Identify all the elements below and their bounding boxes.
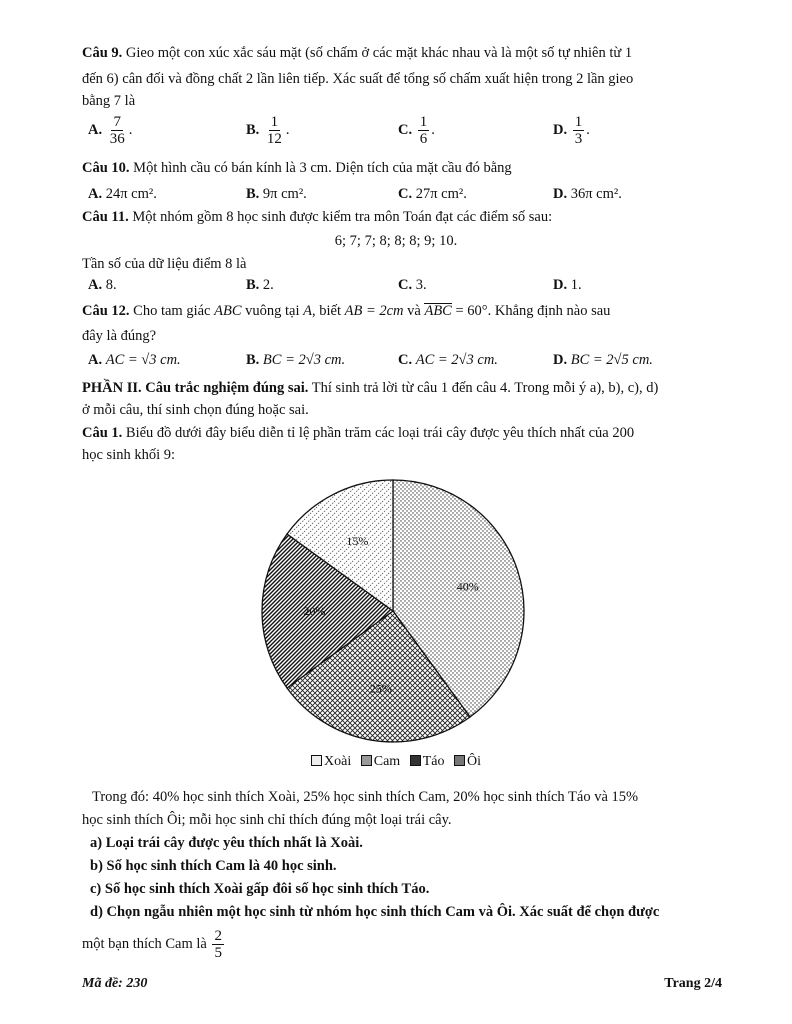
- legend-swatch-icon: [410, 755, 421, 766]
- q12-label: Câu 12.: [82, 303, 130, 319]
- legend-item: Táo: [410, 754, 445, 769]
- q10-option-d[interactable]: D. 36π cm².: [553, 186, 622, 202]
- legend-swatch-icon: [361, 755, 372, 766]
- q9-label: Câu 9.: [82, 45, 123, 61]
- q9-text3: bằng 7 là: [82, 93, 136, 109]
- q11-option-b[interactable]: B. 2.: [246, 277, 274, 293]
- q12-option-c[interactable]: C. AC = 2√3 cm.: [398, 352, 498, 368]
- q11-data: 6; 7; 7; 8; 8; 8; 9; 10.: [334, 233, 458, 249]
- q10-text: Một hình cầu có bán kính là 3 cm. Diện tích của mặt cầu đó bằng: [133, 160, 512, 176]
- q11-label: Câu 11.: [82, 209, 129, 225]
- q11-question: Tần số của dữ liệu điểm 8 là: [82, 256, 247, 272]
- fraction: $\frac{1}{6}$: [419, 114, 428, 147]
- legend-swatch-icon: [454, 755, 465, 766]
- q9-option-b[interactable]: B. $\frac{1}{12}$ .: [246, 114, 290, 147]
- q9-option-a[interactable]: A. $\frac{7}{36}$ .: [88, 114, 133, 147]
- q12-option-d[interactable]: D. BC = 2√5 cm.: [553, 352, 653, 368]
- statement-c[interactable]: c) Số học sinh thích Xoài gấp đôi số học sinh thích Táo.: [90, 881, 430, 897]
- q9-text2: đến 6) cân đối và đồng chất 2 lần liên tiếp. Xác suất để tổng số chấm xuất hiện trong 2 lần gieo: [82, 71, 634, 87]
- pie-label: 25%: [369, 681, 392, 696]
- statement-d-line1[interactable]: d) Chọn ngẫu nhiên một học sinh từ nhóm học sinh thích Cam và Ôi. Xác suất để chọn được: [90, 904, 660, 920]
- q12-text2: đây là đúng?: [82, 328, 157, 344]
- part2-label: PHẦN II. Câu trắc nghiệm đúng sai.: [82, 380, 309, 396]
- pie-label: 20%: [303, 604, 326, 618]
- chart-legend: [0, 754, 792, 770]
- q11-option-a[interactable]: A. 8.: [88, 277, 117, 293]
- q11-text: Một nhóm gồm 8 học sinh được kiểm tra môn Toán đạt các điểm số sau:: [132, 209, 553, 225]
- statement-d-line2: một bạn thích Cam là $\frac{2}{5}$: [82, 928, 222, 962]
- fraction: $\frac{1}{3}$: [574, 114, 583, 147]
- pie-chart: [250, 478, 550, 748]
- q11-option-c[interactable]: C. 3.: [398, 277, 427, 293]
- pie-label: 40%: [456, 579, 479, 594]
- legend-item: Cam: [361, 754, 400, 769]
- q9-option-c[interactable]: C. $\frac{1}{6}$ .: [398, 114, 435, 147]
- page-number: Trang 2/4: [664, 976, 722, 991]
- q9-option-d[interactable]: D. $\frac{1}{3}$ .: [553, 114, 590, 147]
- pie-label: 15%: [346, 533, 369, 548]
- q9-line1: [82, 44, 722, 62]
- angle-hat: ABC: [424, 303, 452, 319]
- legend-item: Ôi: [454, 754, 481, 769]
- q9-text1: Gieo một con xúc xắc sáu mặt (số chấm ở các mặt khác nhau và là một số tự nhiên từ 1: [125, 45, 633, 61]
- q10-line: [82, 159, 722, 177]
- fraction: $\frac{1}{12}$: [266, 114, 282, 147]
- q10-label: Câu 10.: [82, 160, 130, 176]
- part2-text2: ở mỗi câu, thí sinh chọn đúng hoặc sai.: [82, 402, 309, 418]
- q12-option-a[interactable]: A. AC = √3 cm.: [88, 352, 181, 368]
- q11-option-d[interactable]: D. 1.: [553, 277, 582, 293]
- exam-code: Mã đề: 230: [82, 976, 148, 991]
- q10-option-c[interactable]: C. 27π cm².: [398, 186, 467, 202]
- part2-line1: PHẦN II. Câu trắc nghiệm đúng sai. Thí sinh trả lời từ câu 1 đến câu 4. Trong mỗi ý a), b), c), d): [82, 380, 659, 396]
- q10-option-b[interactable]: B. 9π cm².: [246, 186, 307, 202]
- explain-line2: học sinh thích Ôi; mỗi học sinh chỉ thích đúng một loại trái cây.: [82, 812, 452, 828]
- legend-swatch-icon: [311, 755, 322, 766]
- fraction: $\frac{7}{36}$: [109, 114, 125, 147]
- fraction: $\frac{2}{5}$: [214, 928, 222, 962]
- p2q1-label: Câu 1.: [82, 425, 123, 441]
- q10-option-a[interactable]: A. 24π cm².: [88, 186, 157, 202]
- legend-item: Xoài: [311, 754, 351, 769]
- q12-option-b[interactable]: B. BC = 2√3 cm.: [246, 352, 346, 368]
- explain-line1: Trong đó: 40% học sinh thích Xoài, 25% học sinh thích Cam, 20% học sinh thích Táo và 15%: [92, 789, 639, 805]
- statement-b[interactable]: b) Số học sinh thích Cam là 40 học sinh.: [90, 858, 337, 874]
- q12-line1: Câu 12. Cho tam giác ABC vuông tại A, biết AB = 2cm và ABC = 60°. Khẳng định nào sau: [82, 303, 611, 319]
- statement-a[interactable]: a) Loại trái cây được yêu thích nhất là Xoài.: [90, 835, 363, 851]
- p2q1-text2: học sinh khối 9:: [82, 447, 176, 463]
- q11-line: [82, 208, 722, 226]
- p2q1-line1: Câu 1. Biểu đồ dưới đây biểu diễn tỉ lệ phần trăm các loại trái cây được yêu thích nhất của 200: [82, 425, 635, 441]
